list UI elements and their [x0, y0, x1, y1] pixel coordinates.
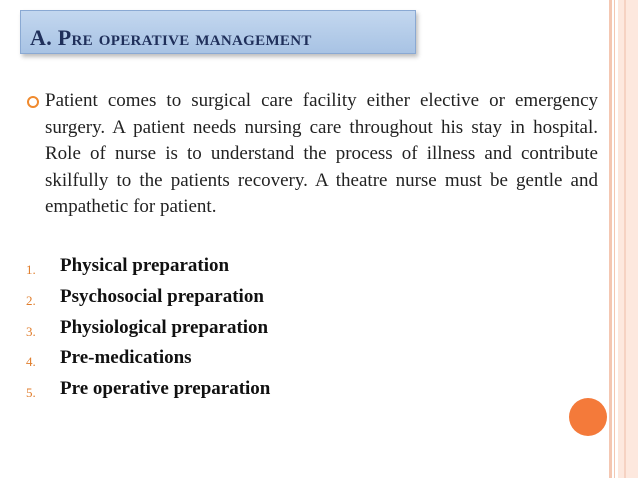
list-number: 3.	[26, 324, 36, 339]
list-number: 2.	[26, 293, 36, 308]
decorative-stripe	[609, 0, 612, 478]
list-item-text: Pre-medications	[60, 347, 192, 368]
list-number: 4.	[26, 354, 36, 369]
corner-circle-decoration	[569, 398, 607, 436]
list-item-text: Physical preparation	[60, 255, 230, 276]
decorative-stripe	[624, 0, 626, 478]
intro-paragraph: Patient comes to surgical care facility either elective or emergency surgery. A patient needs nursing care throughout his stay in hospital. Role of nurse is to understand the process of illness and contribute skilfully to the patients recovery. A theatre nurse must be gentle and empathetic for patient.	[45, 90, 598, 217]
title-box	[20, 10, 416, 54]
list-item-text: Physiological preparation	[60, 317, 269, 338]
decorative-stripe	[614, 0, 615, 478]
list-item-text: Pre operative preparation	[60, 378, 271, 399]
bullet-circle-icon	[27, 96, 39, 108]
list-item-text: Psychosocial preparation	[60, 286, 264, 307]
slide-title: A. Pre operative management	[30, 25, 312, 50]
list-number: 1.	[26, 262, 36, 277]
decorative-stripe	[618, 0, 638, 478]
list-number: 5.	[26, 385, 36, 400]
